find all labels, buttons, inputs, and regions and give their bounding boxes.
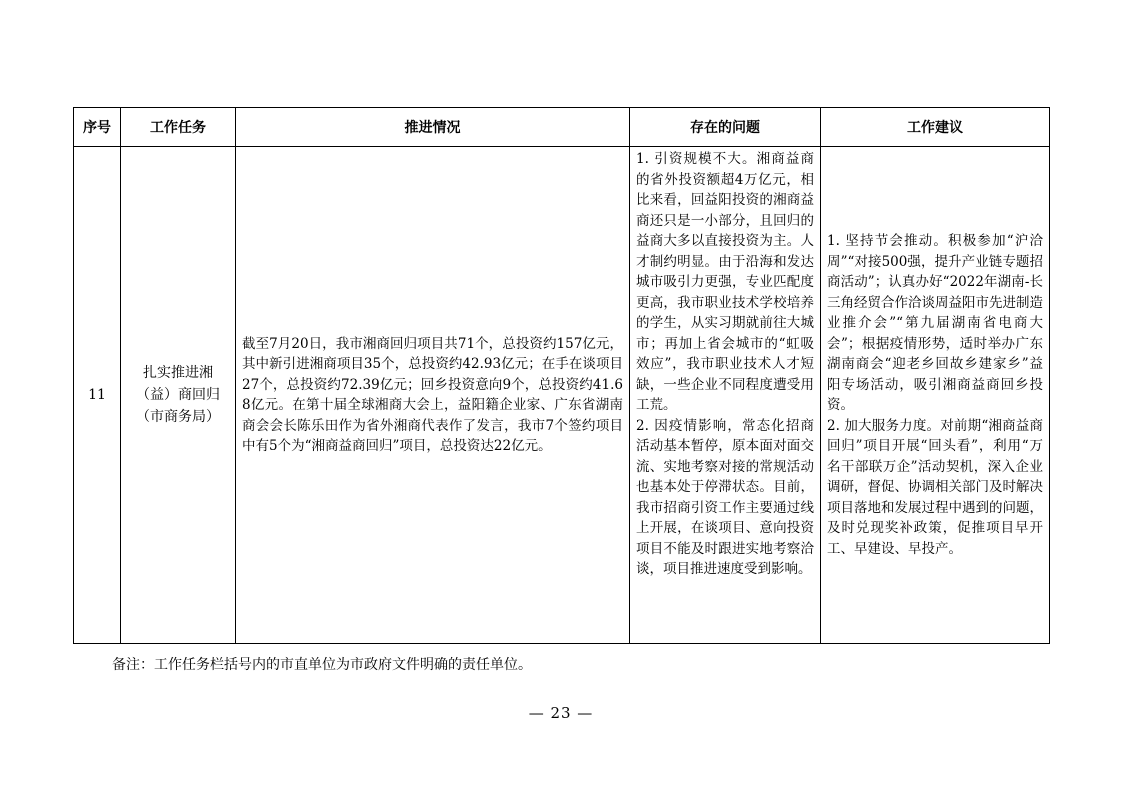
cell-problems xyxy=(630,147,821,644)
cell-progress xyxy=(236,147,630,644)
suggestion-item-2: 2. 加大服务力度。对前期“湘商益商回归”项目开展“回头看”，利用“万名干部联万企”活动契机，深入企业调研，督促、协调相关部门及时解决项目落地和发展过程中遇到的问题，及时兑现奖补政策，促推项目早开工、早建设、早投产。 xyxy=(827,417,1043,557)
work-task-table xyxy=(73,107,1050,644)
table-header-row xyxy=(74,108,1050,147)
cell-task xyxy=(121,147,236,644)
header-task: 工作任务 xyxy=(121,108,236,147)
header-num: 序号 xyxy=(74,108,121,147)
cell-suggestions xyxy=(821,147,1050,644)
table-row xyxy=(74,147,1050,644)
task-text: 扎实推进湘（益）商回归（市商务局） xyxy=(136,365,220,425)
cell-num: 11 xyxy=(74,147,121,644)
progress-text: 截至7月20日，我市湘商回归项目共71个，总投资约157亿元，其中新引进湘商项目35个，总投资约42.93亿元；在手在谈项目27个，总投资约72.39亿元；回乡投资意向9个，总投资约41.68亿元。在第十届全球湘商大会上，益阳籍企业家、广东省湖南商会会长陈乐田作为省外湘商代表作了发言，我市7个签约项目中有5个为“湘商益商回归”项目，总投资达22亿元。 xyxy=(242,335,623,454)
header-suggestions: 工作建议 xyxy=(821,108,1050,147)
page-number: — 23 — xyxy=(528,704,594,722)
header-progress: 推进情况 xyxy=(236,108,630,147)
header-problems: 存在的问题 xyxy=(630,108,821,147)
footnote: 备注：工作任务栏括号内的市直单位为市政府文件明确的责任单位。 xyxy=(112,657,532,673)
problem-item-1: 1. 引资规模不大。湘商益商的省外投资额超4万亿元，相比来看，回益阳投资的湘商益商还只是一小部分，且回归的益商大多以直接投资为主。人才制约明显。由于沿海和发达城市吸引力更强，专业匹配度更高，我市职业技术学校培养的学生，从实习期就前往大城市；再加上省会城市的“虹吸效应”，我市职业技术人才短缺，一些企业不同程度遭受用工荒。 xyxy=(636,151,814,413)
suggestion-item-1: 1. 坚持节会推动。积极参加“沪洽周”“对接500强，提升产业链专题招商活动”；认真办好“2022年湖南-长三角经贸合作洽谈周益阳市先进制造业推介会”“第九届湖南省电商大会”；根据疫情形势，适时举办广东湖南商会“迎老乡回故乡建家乡”益阳专场活动，吸引湘商益商回乡投资。 xyxy=(827,233,1043,413)
problem-item-2: 2. 因疫情影响，常态化招商活动基本暂停，原本面对面交流、实地考察对接的常规活动也基本处于停滞状态。目前，我市招商引资工作主要通过线上开展，在谈项目、意向投资项目不能及时跟进实地考察洽谈，项目推进速度受到影响。 xyxy=(636,417,814,577)
